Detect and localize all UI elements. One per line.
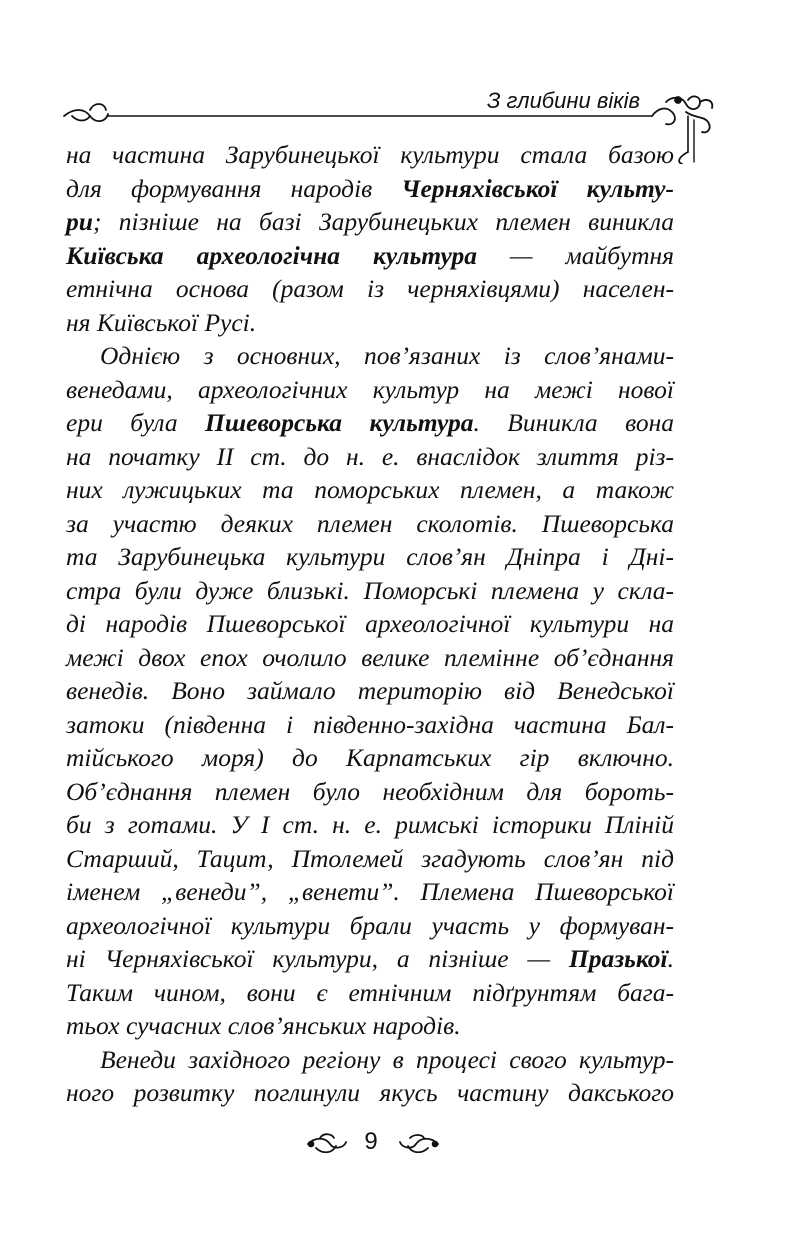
text-line [66,540,674,574]
text-segment: ного розвитку поглинули якусь частину дакського [66,1078,674,1107]
running-head: З глибини віків [486,88,640,113]
text-segment: Об’єднання племен було необхідним для бороть- [66,776,674,806]
text-line [66,976,674,1010]
text-segment: за участю деяких племен сколотів. Пшеворська [66,508,674,538]
text-line [66,1043,674,1077]
text-segment: на частина Зарубинецької культури стала базою [66,140,674,169]
text-line [66,239,674,273]
page-number: 9 [364,1128,378,1155]
text-line [66,1009,674,1043]
text-line [66,574,674,608]
text-line [66,138,674,172]
bold-term: Празької [568,944,668,973]
text-line [66,741,674,775]
body-text [66,138,674,1110]
text-segment: ери була [66,408,206,437]
text-line [66,607,674,641]
text-line [66,1076,674,1110]
text-segment: венедів. Воно займало територію від Венедської [66,676,674,705]
text-line [66,875,674,909]
text-segment: межі двох епох очолило велике племінне об’єднання [66,642,674,672]
text-segment: . Виникла вона [473,408,674,437]
text-segment: археологічної культури брали участь у формуван- [66,910,674,940]
text-segment: ; пізніше на базі Зарубинецьких племен виникла [92,207,674,236]
text-line [66,406,674,440]
text-line [66,373,674,407]
text-segment: ня Київської Русі. [66,307,257,337]
text-segment: Однією з основних, пов’язаних із слов’янами- [100,341,674,370]
text-line [66,942,674,976]
text-segment: ді народів Пшеворської археологічної культури на [66,609,674,638]
text-segment: на початку II ст. до н. е. внаслідок злиття різ- [66,441,674,471]
text-line [66,272,674,306]
text-line [66,440,674,474]
footer-ornament-icon [0,1126,798,1166]
text-segment: та Зарубинецька культури слов’ян Дніпра і Дні- [66,542,674,571]
text-segment: би з готами. У I ст. н. е. римські історики Пліній [66,810,674,839]
bold-term: Пшеворська культура [205,408,474,437]
text-line [66,708,674,742]
text-segment: венедами, археологічних культур на межі нової [66,374,674,404]
text-segment: іменем „венеди”, „венети”. Племена Пшеворської [66,877,674,906]
text-line [66,172,674,206]
bold-term: ри [66,207,93,236]
text-line [66,339,674,373]
text-segment: — майбутня [476,240,674,270]
text-line [66,306,674,340]
text-segment: тьох сучасних слов’янських народів. [66,1011,461,1040]
text-line [66,507,674,541]
text-line [66,909,674,943]
text-segment: етнічна основа (разом із черняхівцями) населен- [66,274,674,303]
text-segment: стра були дуже близькі. Поморські племена у скла- [66,575,674,605]
text-segment: Таким чином, вони є етнічним підґрунтям бага- [66,977,674,1007]
text-segment: затоки (південна і південно-західна частина Бал- [66,709,674,739]
text-segment: них лужицьких та поморських племен, а також [66,475,674,504]
bold-term: Київська археологічна культура [66,240,477,270]
bold-term: Черняхівської культу- [401,173,674,203]
text-line [66,808,674,842]
text-line [66,473,674,507]
text-segment: тійського моря) до Карпатських гір включно. [66,743,674,772]
text-segment: для формування народів [66,173,402,203]
text-line [66,641,674,675]
text-segment: Старший, Тацит, Птолемей згадують слов’ян під [66,843,674,873]
text-line [66,775,674,809]
text-segment: Венеди західного регіону в процесі свого культур- [100,1044,674,1074]
text-line [66,842,674,876]
text-segment: . [667,944,674,973]
text-line [66,674,674,708]
text-segment: ні Черняхівської культури, а пізніше — [66,944,569,973]
text-line [66,205,674,239]
